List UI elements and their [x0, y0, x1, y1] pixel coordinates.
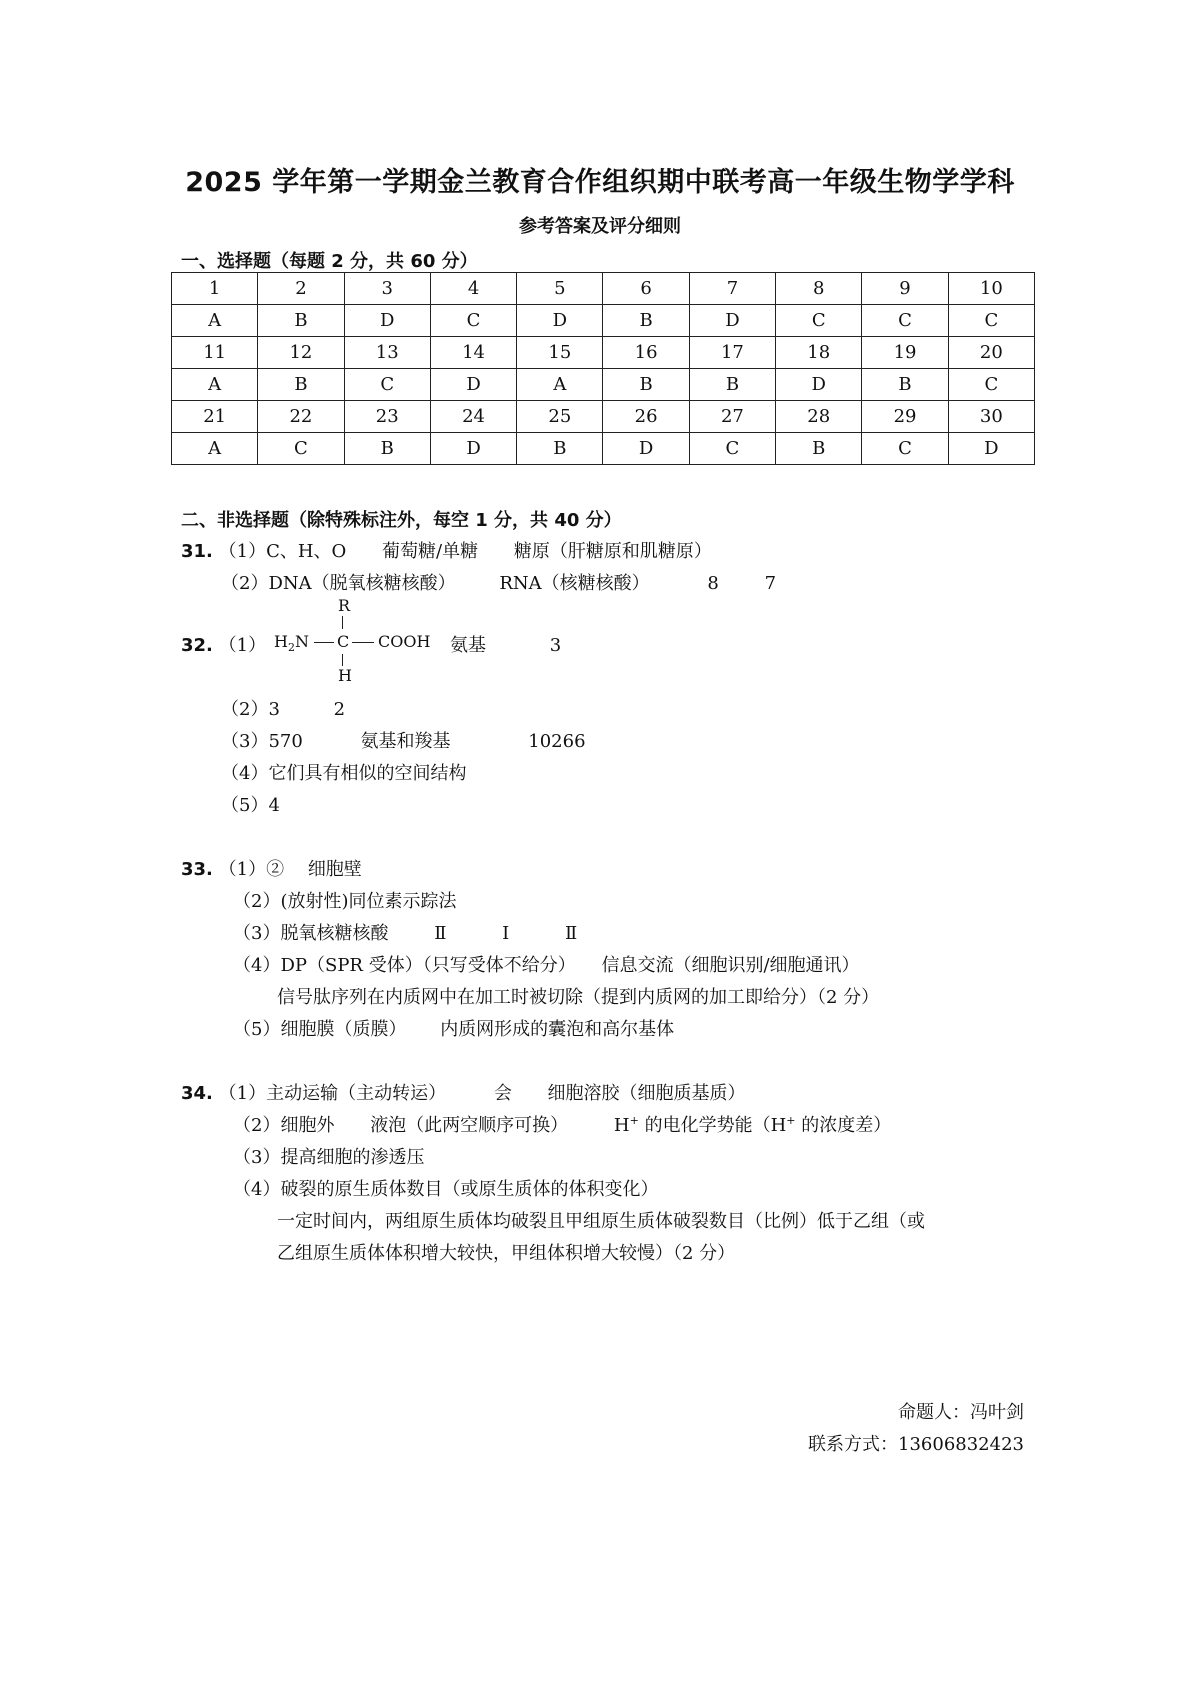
answer-cell: A	[517, 369, 603, 401]
q34-part3: （3）提高细胞的渗透压	[233, 1147, 425, 1168]
q31-answer-2a: （2）DNA（脱氧核糖核酸）	[221, 573, 456, 594]
formula-subscript: 2	[287, 641, 295, 654]
answer-cell: C	[258, 433, 344, 465]
answer-cell: B	[517, 433, 603, 465]
q32-part1-marker: （1）	[218, 635, 267, 656]
question-number-cell: 7	[689, 273, 775, 305]
question-number-cell: 13	[344, 337, 430, 369]
q34-answer-1a: （1）主动运输（主动转运）	[218, 1083, 447, 1104]
q31-answer-1b: 葡萄糖/单糖	[382, 541, 479, 562]
section2-heading: 二、非选择题（除特殊标注外，每空 1 分，共 40 分）	[181, 510, 622, 531]
answer-cell: C	[776, 305, 862, 337]
question-number-cell: 17	[689, 337, 775, 369]
answer-cell: C	[430, 305, 516, 337]
q34-answer-1b: 会	[493, 1083, 512, 1104]
q31-answer-1c: 糖原（肝糖原和肌糖原）	[513, 541, 712, 562]
q31-part1	[181, 537, 712, 563]
question-number-row	[172, 401, 1035, 433]
q32-answer-2a: （2）3	[221, 699, 280, 720]
q33-answer-5b: 内质网形成的囊泡和高尔基体	[440, 1019, 675, 1040]
q32-part3	[221, 727, 586, 753]
question-number-cell: 25	[517, 401, 603, 433]
question-number-cell: 2	[258, 273, 344, 305]
q33-part4-note: 信号肽序列在内质网中在加工时被切除（提到内质网的加工即给分）（2 分）	[277, 987, 880, 1008]
question-number-cell: 12	[258, 337, 344, 369]
question-number-cell: 19	[862, 337, 948, 369]
q33-answer-4a: （4）DP（SPR 受体）（只写受体不给分）	[233, 955, 576, 976]
q33-part3	[233, 919, 577, 945]
answer-cell: B	[258, 369, 344, 401]
answer-cell: C	[948, 369, 1034, 401]
question-number-cell: 26	[603, 401, 689, 433]
q32-part2	[221, 695, 345, 721]
question-number-cell: 5	[517, 273, 603, 305]
q33-answer-5a: （5）细胞膜（质膜）	[233, 1019, 407, 1040]
q33-answer-1b: 细胞壁	[307, 859, 362, 880]
formula-n: N	[294, 632, 309, 651]
hydrogen-charge: +	[629, 1114, 639, 1127]
formula-h-bottom: H	[338, 666, 352, 685]
q34-part4-line2: 一定时间内，两组原生质体均破裂且甲组原生质体破裂数目（比例）低于乙组（或	[277, 1211, 925, 1232]
q33-part2: （2）(放射性)同位素示踪法	[233, 891, 457, 912]
answer-cell: D	[948, 433, 1034, 465]
answer-cell: D	[430, 369, 516, 401]
answer-table	[171, 272, 1035, 465]
q31-number: 31.	[181, 541, 213, 562]
question-number-cell: 27	[689, 401, 775, 433]
q33-number: 33.	[181, 859, 213, 880]
formula-c: C	[337, 632, 350, 651]
question-number-cell: 22	[258, 401, 344, 433]
q33-answer-3c: Ⅰ	[502, 923, 510, 944]
question-number-cell: 21	[172, 401, 258, 433]
formula-bond-left	[314, 642, 334, 643]
question-number-cell: 20	[948, 337, 1034, 369]
question-number-cell: 29	[862, 401, 948, 433]
answer-cell: C	[344, 369, 430, 401]
answer-cell: D	[430, 433, 516, 465]
formula-cooh: COOH	[378, 632, 431, 651]
answer-cell: C	[862, 433, 948, 465]
question-number-cell: 23	[344, 401, 430, 433]
q32-part1-rest	[450, 631, 561, 657]
question-number-cell: 11	[172, 337, 258, 369]
formula-amino-group	[274, 632, 309, 654]
answer-cell: B	[689, 369, 775, 401]
q34-part4: （4）破裂的原生质体数目（或原生质体的体积变化）	[233, 1179, 659, 1200]
q33-answer-3d: Ⅱ	[565, 923, 578, 944]
q32-number: 32.	[181, 635, 213, 656]
answer-row	[172, 305, 1035, 337]
answer-cell: D	[603, 433, 689, 465]
question-number-cell: 14	[430, 337, 516, 369]
formula-bond-right	[352, 642, 374, 643]
q31-answer-2b: RNA（核糖核酸）	[499, 573, 650, 594]
answer-cell: D	[517, 305, 603, 337]
question-number-cell: 8	[776, 273, 862, 305]
q34-answer-2a: （2）细胞外	[233, 1115, 335, 1136]
q33-part5	[233, 1015, 674, 1041]
answer-cell: B	[258, 305, 344, 337]
contact-line: 联系方式：13606832423	[808, 1434, 1024, 1455]
answer-cell: B	[603, 369, 689, 401]
question-number-cell: 4	[430, 273, 516, 305]
q34-answer-2c-tail: 的浓度差）	[801, 1115, 892, 1136]
question-number-cell: 30	[948, 401, 1034, 433]
question-number-cell: 15	[517, 337, 603, 369]
question-number-cell: 28	[776, 401, 862, 433]
q33-part4	[233, 951, 860, 977]
question-number-row	[172, 273, 1035, 305]
answer-row	[172, 369, 1035, 401]
answer-cell: B	[344, 433, 430, 465]
amino-acid-formula	[272, 596, 462, 685]
q34-answer-2b: 液泡（此两空顺序可换）	[370, 1115, 569, 1136]
answer-cell: B	[603, 305, 689, 337]
question-number-cell: 9	[862, 273, 948, 305]
q31-answer-2c: 8	[707, 573, 719, 594]
answer-cell: D	[776, 369, 862, 401]
answer-cell: C	[862, 305, 948, 337]
question-number-cell: 6	[603, 273, 689, 305]
section1-heading: 一、选择题（每题 2 分，共 60 分）	[181, 251, 478, 272]
question-number-cell: 3	[344, 273, 430, 305]
formula-h: H	[274, 632, 288, 651]
hydrogen-symbol: H	[613, 1115, 630, 1136]
q32-answer-1a: 氨基	[450, 635, 486, 656]
q34-part1	[181, 1079, 746, 1105]
q32-answer-3a: （3）570	[221, 731, 303, 752]
q32-answer-3c: 10266	[528, 731, 586, 752]
question-number-cell: 1	[172, 273, 258, 305]
q33-answer-3a: （3）脱氧核糖核酸	[233, 923, 389, 944]
answer-row	[172, 433, 1035, 465]
question-number-row	[172, 337, 1035, 369]
q32-answer-2b: 2	[333, 699, 346, 720]
q31-answer-2d: 7	[764, 573, 777, 594]
q34-answer-1c: 细胞溶胶（细胞质基质）	[547, 1083, 746, 1104]
question-number-cell: 16	[603, 337, 689, 369]
q31-part2	[221, 569, 776, 595]
q34-part4-line3: 乙组原生质体体积增大较快，甲组体积增大较慢）（2 分）	[277, 1243, 736, 1264]
q31-answer-1a: （1）C、H、O	[218, 541, 347, 562]
hydrogen-charge-2: +	[786, 1114, 796, 1127]
formula-r: R	[338, 596, 351, 615]
answer-cell: B	[776, 433, 862, 465]
answer-cell: B	[862, 369, 948, 401]
q33-part1	[181, 855, 362, 881]
answer-cell: D	[344, 305, 430, 337]
q33-answer-3b: Ⅱ	[434, 923, 447, 944]
q32-answer-3b: 氨基和羧基	[360, 731, 451, 752]
answer-cell: A	[172, 369, 258, 401]
formula-bond-top	[342, 616, 343, 629]
q34-number: 34.	[181, 1083, 213, 1104]
q33-answer-4b: 信息交流（细胞识别/细胞通讯）	[601, 955, 860, 976]
q34-answer-2c	[614, 1115, 891, 1136]
q34-part2	[233, 1111, 891, 1137]
formula-bond-bottom	[342, 654, 343, 666]
page-subtitle: 参考答案及评分细则	[519, 216, 681, 237]
q34-answer-2c-text: 的电化学势能（H	[644, 1115, 787, 1136]
question-number-cell: 18	[776, 337, 862, 369]
question-number-cell: 24	[430, 401, 516, 433]
q32-part4: （4）它们具有相似的空间结构	[221, 763, 467, 784]
author-line: 命题人：冯叶剑	[898, 1402, 1024, 1423]
answer-cell: A	[172, 433, 258, 465]
answer-cell: C	[689, 433, 775, 465]
question-number-cell: 10	[948, 273, 1034, 305]
q32-part5: （5）4	[221, 795, 280, 816]
page-title: 2025 学年第一学期金兰教育合作组织期中联考高一年级生物学学科	[185, 167, 1015, 198]
answer-cell: D	[689, 305, 775, 337]
answer-cell: C	[948, 305, 1034, 337]
answer-cell: A	[172, 305, 258, 337]
q32-answer-1b: 3	[549, 635, 562, 656]
q33-answer-1a: （1）②	[218, 859, 285, 880]
q32-part1-label	[181, 631, 266, 657]
